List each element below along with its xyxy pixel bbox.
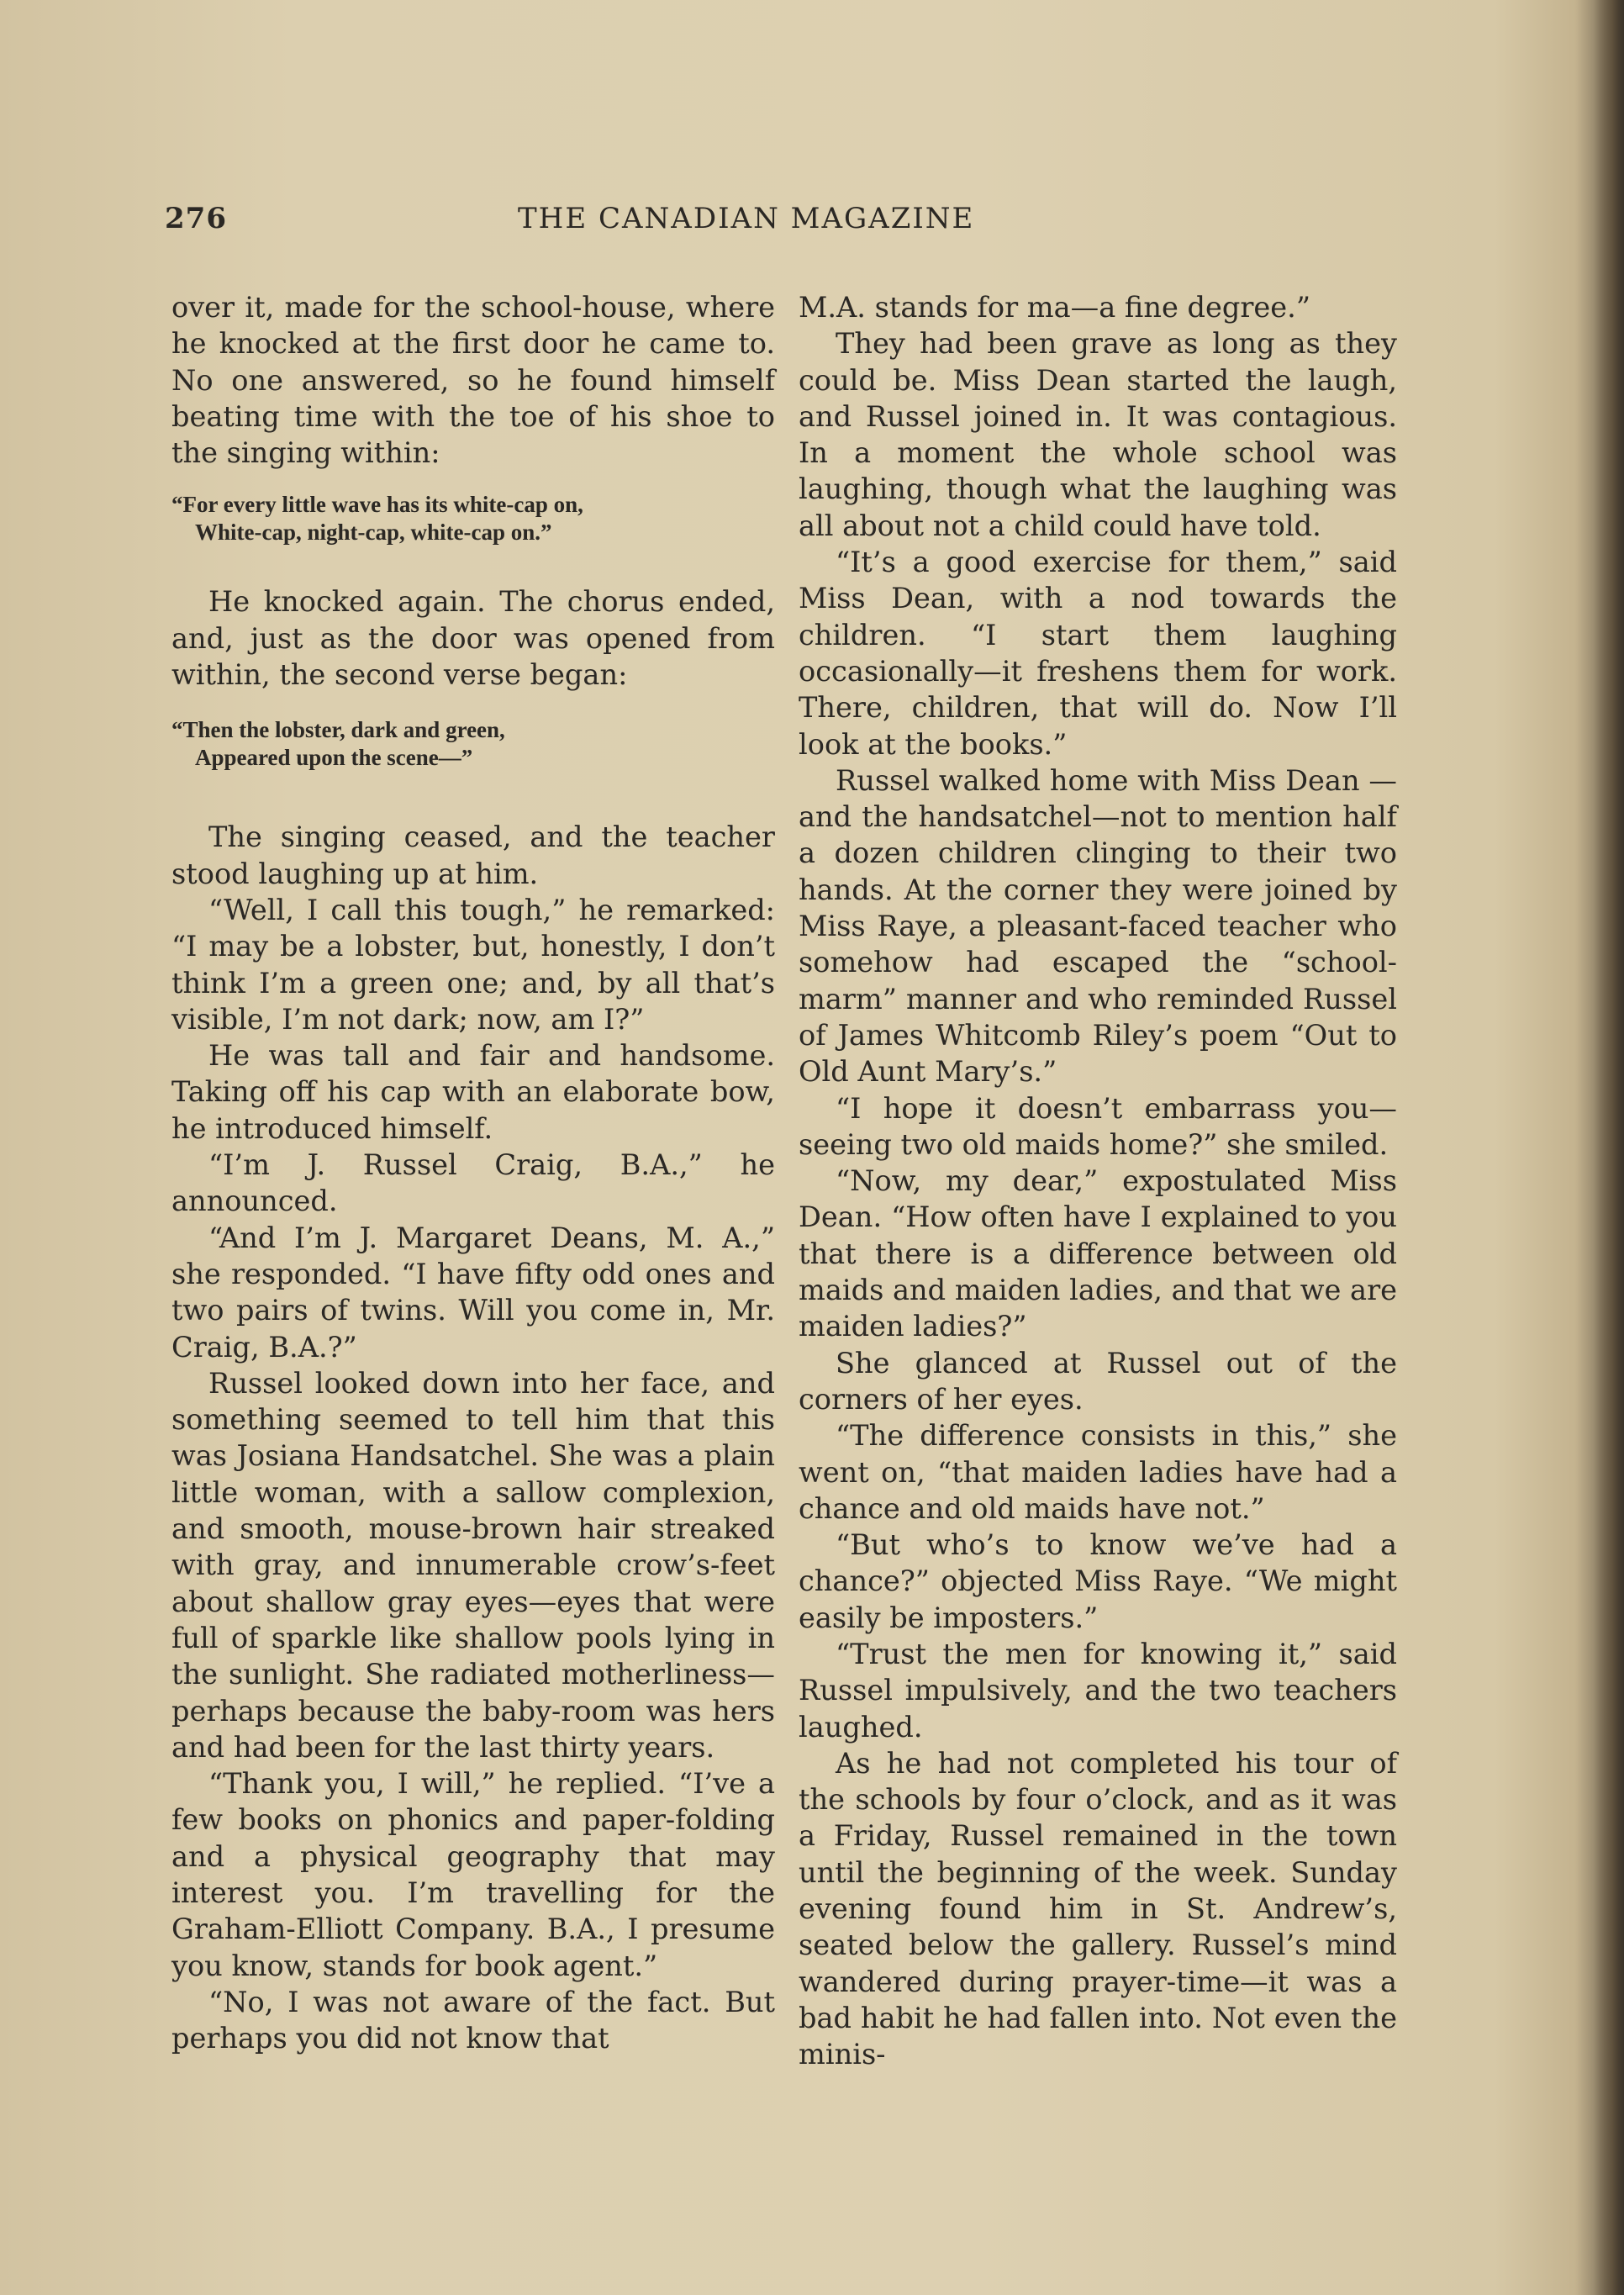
paragraph: As he had not completed his tour of the schools by four o’clock, and as it was a Friday, Russel remained in the town until the beginning of the week. Sunday evening found him in St. Andrew’s, seated below the gallery. Russel’s mind wandered during prayer-time—it was a bad habit he had fallen into. Not even the minis- bbox=[799, 1746, 1397, 2071]
paragraph: over it, made for the school-house, where he knocked at the first door he came to. No one answered, so he found himself beating time with the toe of his shoe to the singing within: bbox=[171, 291, 775, 470]
running-title: THE CANADIAN MAGAZINE bbox=[518, 202, 975, 235]
verse-line: Appeared upon the scene—” bbox=[195, 745, 473, 771]
paragraph: They had been grave as long as they could be. Miss Dean started the laugh, and Russel joined in. It was contagious. In a moment the whole school was laughing, though what the laughing was all about not a child could have told. bbox=[799, 327, 1397, 542]
paragraph: “The difference consists in this,” she went on, “that maiden ladies have had a chance and old maids have not.” bbox=[799, 1419, 1397, 1525]
page-edge-shadow bbox=[1594, 0, 1624, 2295]
paragraph: He knocked again. The chorus ended, and, just as the door was opened from within, the second verse began: bbox=[171, 585, 775, 692]
verse-quote bbox=[171, 716, 775, 772]
paragraph: He was tall and fair and handsome. Taking off his cap with an elaborate bow, he introduced himself. bbox=[171, 1039, 775, 1145]
verse-line: “For every little wave has its white-cap on, bbox=[171, 492, 583, 518]
paragraph: “Thank you, I will,” he replied. “I’ve a few books on phonics and paper-folding and a physical geography that may interest you. I’m travelling for the Graham-Elliott Company. B.A., I presume you know, stands for book agent.” bbox=[171, 1767, 775, 1982]
left-column bbox=[171, 289, 775, 2056]
paragraph: “Well, I call this tough,” he remarked: “I may be a lobster, but, honestly, I don’t think I’m a green one; and, by all that’s visible, I’m not dark; now, am I?” bbox=[171, 893, 775, 1036]
paragraph: “Trust the men for knowing it,” said Russel impulsively, and the two teachers laughed. bbox=[799, 1637, 1397, 1744]
paragraph: Russel walked home with Miss Dean —and the handsatchel—not to mention half a dozen children clinging to their two hands. At the corner they were joined by Miss Raye, a pleasant-faced teacher who somehow had escaped the “school-marm” manner and who reminded Russel of James Whitcomb Riley’s poem “Out to Old Aunt Mary’s.” bbox=[799, 763, 1397, 1089]
page-header bbox=[165, 202, 1392, 244]
paragraph: “Now, my dear,” expostulated Miss Dean. “How often have I explained to you that there is a difference between old maids and maiden ladies, and that we are maiden ladies?” bbox=[799, 1164, 1397, 1343]
paragraph: “I’m J. Russel Craig, B.A.,” he announced. bbox=[171, 1148, 775, 1218]
paragraph: “It’s a good exercise for them,” said Miss Dean, with a nod towards the children. “I start them laughing occasionally—it freshens them for work. There, children, that will do. Now I’ll look at the books.” bbox=[799, 546, 1397, 761]
paragraph: The singing ceased, and the teacher stood laughing up at him. bbox=[171, 820, 775, 890]
verse-line: White-cap, night-cap, white-cap on.” bbox=[195, 520, 552, 546]
right-column bbox=[799, 289, 1397, 2073]
paragraph: “But who’s to know we’ve had a chance?” objected Miss Raye. “We might easily be imposters.” bbox=[799, 1528, 1397, 1634]
paragraph: Russel looked down into her face, and something seemed to tell him that this was Josiana Handsatchel. She was a plain little woman, with a sallow complexion, and smooth, mouse-brown hair streaked with gray, and innumerable crow’s-feet about shallow gray eyes—eyes that were full of sparkle like shallow pools lying in the sunlight. She radiated motherliness—perhaps because the baby-room was hers and had been for the last thirty years. bbox=[171, 1366, 775, 1764]
paragraph: “No, I was not aware of the fact. But perhaps you did not know that bbox=[171, 1985, 775, 2055]
paragraph: “And I’m J. Margaret Deans, M. A.,” she responded. “I have fifty odd ones and two pairs of twins. Will you come in, Mr. Craig, B.A.?” bbox=[171, 1221, 775, 1364]
paragraph: M.A. stands for ma—a fine degree.” bbox=[799, 291, 1310, 324]
page-number: 276 bbox=[165, 202, 227, 235]
paragraph: She glanced at Russel out of the corners of her eyes. bbox=[799, 1346, 1397, 1416]
verse-quote bbox=[171, 491, 775, 546]
verse-line: “Then the lobster, dark and green, bbox=[171, 717, 505, 743]
paragraph: “I hope it doesn’t embarrass you—seeing two old maids home?” she smiled. bbox=[799, 1091, 1397, 1161]
